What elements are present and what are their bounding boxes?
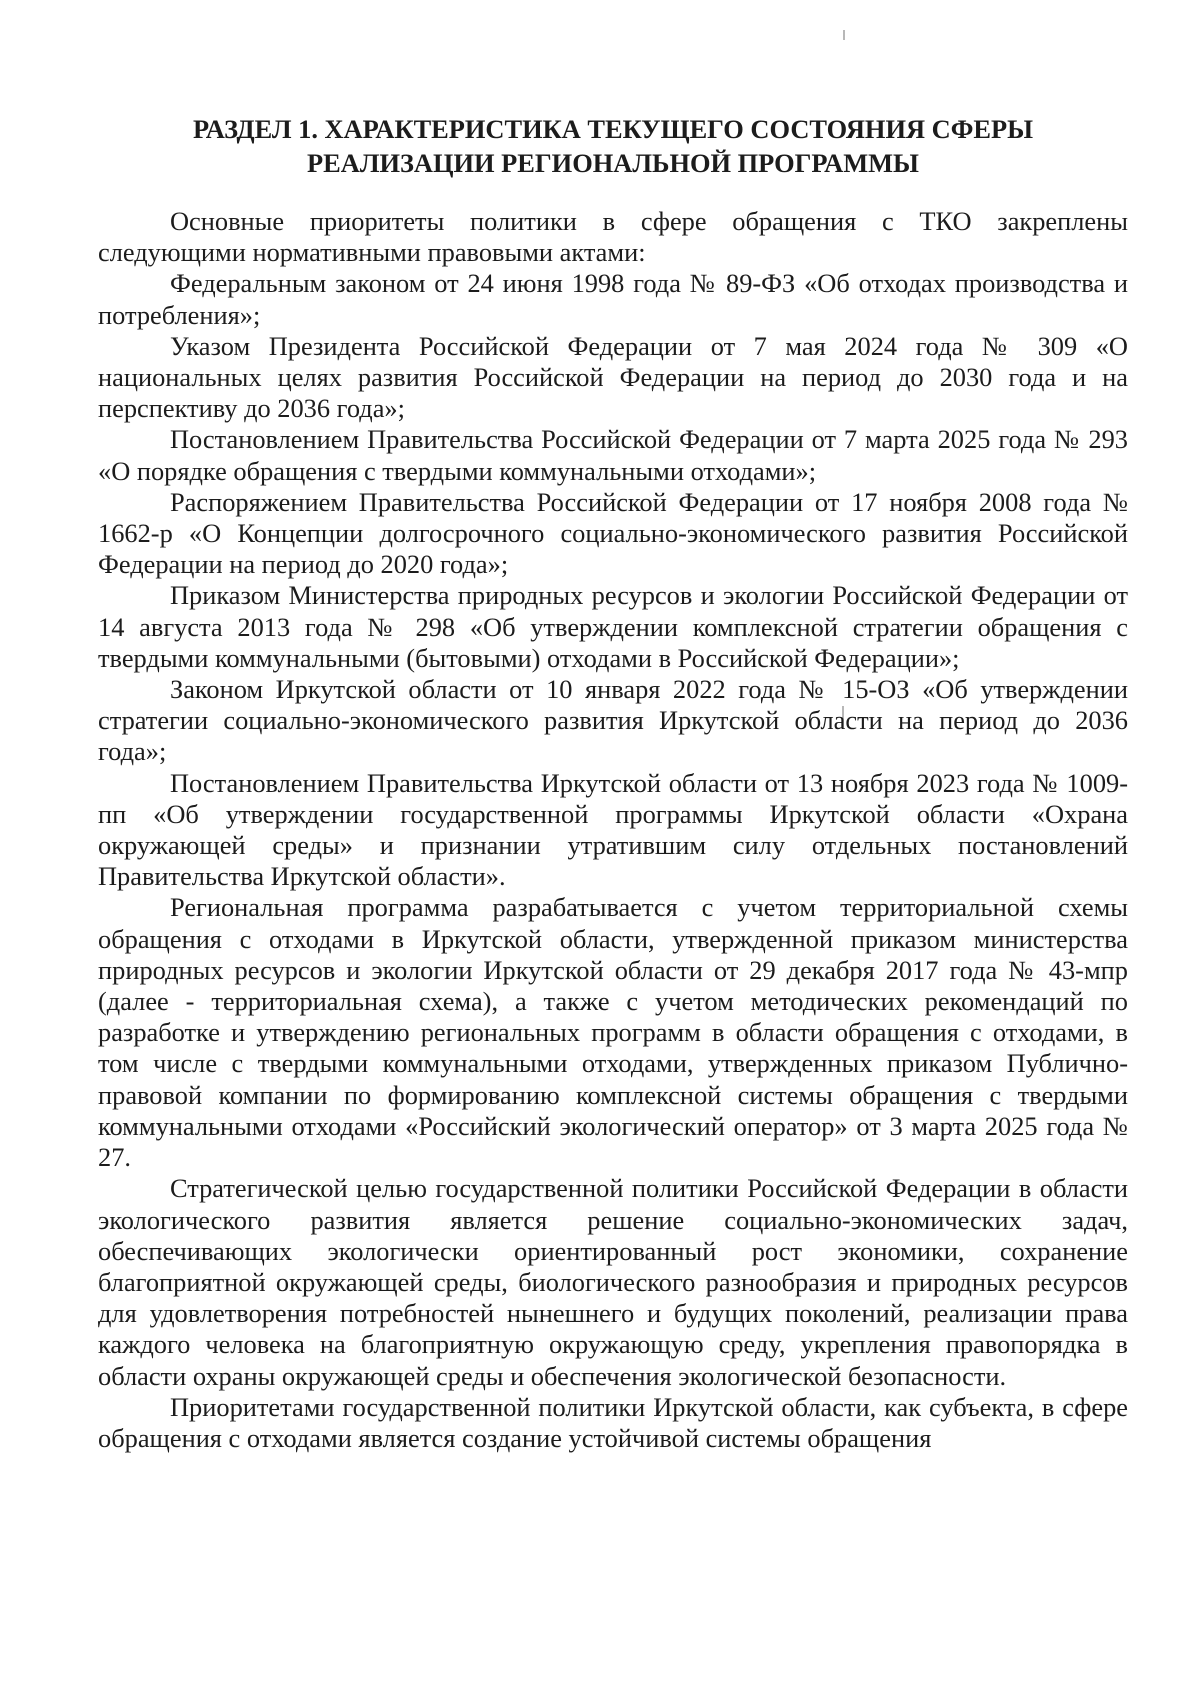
section-heading	[98, 112, 1128, 180]
paragraph-federal-law-89: Федеральным законом от 24 июня 1998 года № 89-ФЗ «Об отходах производства и потребления»;	[98, 268, 1128, 330]
paragraph-ministry-order-298: Приказом Министерства природных ресурсов и экологии Российской Федерации от 14 августа 2013 года № 298 «Об утверждении комплексной стратегии обращения с твердыми коммунальными (бытовыми) отходами в Российской Федерации»;	[98, 580, 1128, 673]
paragraph-regional-program: Региональная программа разрабатывается с учетом территориальной схемы обращения с отходами в Иркутской области, утвержденной приказом министерства природных ресурсов и экологии Иркутской области от 29 декабря 2017 года № 43-мпр (далее - территориальная схема), а также с учетом методических рекомендаций по разработке и утверждению региональных программ в области обращения с отходами, в том числе с твердыми коммунальными отходами, утвержденных приказом Публично-правовой компании по формированию комплексной системы обращения с твердыми коммунальными отходами «Российский экологический оператор» от 3 марта 2025 года № 27.	[98, 892, 1128, 1173]
paragraph-government-resolution-293: Постановлением Правительства Российской Федерации от 7 марта 2025 года № 293 «О порядке обращения с твердыми коммунальными отходами»;	[98, 424, 1128, 486]
section-heading-line-2: РЕАЛИЗАЦИИ РЕГИОНАЛЬНОЙ ПРОГРАММЫ	[307, 148, 919, 178]
section-heading-line-1: РАЗДЕЛ 1. ХАРАКТЕРИСТИКА ТЕКУЩЕГО СОСТОЯНИЯ СФЕРЫ	[193, 114, 1033, 144]
paragraph-irkutsk-law-15: Законом Иркутской области от 10 января 2022 года № 15-ОЗ «Об утверждении стратегии социально-экономического развития Иркутской области на период до 2036 года»;	[98, 674, 1128, 767]
paragraph-presidential-decree-309: Указом Президента Российской Федерации от 7 мая 2024 года № 309 «О национальных целях развития Российской Федерации на период до 2030 года и на перспективу до 2036 года»;	[98, 330, 1128, 424]
paragraph-intro: Основные приоритеты политики в сфере обращения с ТКО закреплены следующими нормативными правовыми актами:	[98, 206, 1128, 268]
document-body	[98, 112, 1128, 1454]
paragraph-government-order-1662: Распоряжением Правительства Российской Федерации от 17 ноября 2008 года № 1662-р «О Концепции долгосрочного социально-экономического развития Российской Федерации на период до 2020 года»;	[98, 486, 1128, 580]
paragraph-priorities: Приоритетами государственной политики Иркутской области, как субъекта, в сфере обращения с отходами является создание устойчивой системы обращения	[98, 1391, 1128, 1453]
scan-artifact-top	[843, 30, 845, 40]
paragraph-irkutsk-resolution-1009: Постановлением Правительства Иркутской области от 13 ноября 2023 года № 1009-пп «Об утверждении государственной программы Иркутской области «Охрана окружающей среды» и признании утратившим силу отдельных постановлений Правительства Иркутской области».	[98, 767, 1128, 892]
paragraph-strategic-goal: Стратегической целью государственной политики Российской Федерации в области экологического развития является решение социально-экономических задач, обеспечивающих экологически ориентированный рост экономики, сохранение благоприятной окружающей среды, биологического разнообразия и природных ресурсов для удовлетворения потребностей нынешнего и будущих поколений, реализации права каждого человека на благоприятную окружающую среду, укрепления правопорядка в области охраны окружающей среды и обеспечения экологической безопасности.	[98, 1173, 1128, 1391]
